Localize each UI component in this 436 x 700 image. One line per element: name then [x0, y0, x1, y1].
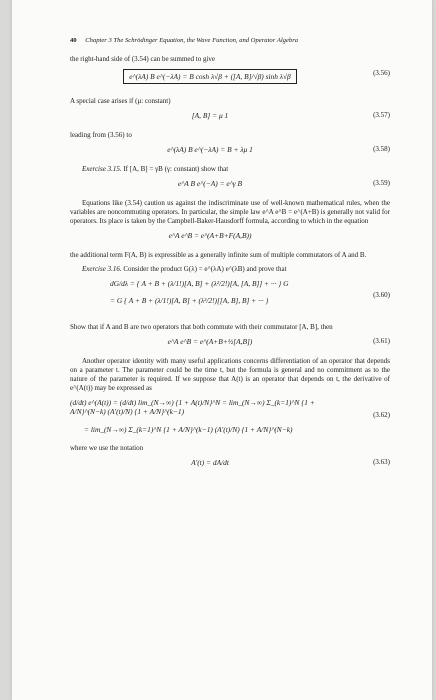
- paragraph-leading: leading from (3.56) to: [70, 131, 132, 139]
- equation-3-60: dG/dλ = { A + B + (λ/1!)[A, B] + (λ²/2!)[A, [A, B]] + ··· } G = G { A + B + (λ/1!)[A, B] + (λ²/2!)[[A, B], B] + ··· } (3.60): [110, 279, 390, 305]
- running-title: Chapter 3 The Schrödinger Equation, the Wave Function, and Operator Algebra: [85, 37, 299, 44]
- paragraph-special-case: A special case arises if (μ: constant): [70, 97, 171, 105]
- equation-number: (3.56): [373, 69, 390, 77]
- equation-3-62: (d/dt) e^(A(t)) = (d/dt) lim_(N→∞) {1 + A(t)/N}^N = lim_(N→∞) Σ_(k=1)^N {1 + A/N}^(N−k) (A′(t)/N) {1 + A/N}^(k−1) = lim_(N→∞) Σ_(k=1)^N {1 + A/N}^(k−1) (A′(t)/N) {1 + A/N}^(N−k) (3.62): [70, 398, 390, 434]
- equation-3-58: e^(λA) B e^(−λA) = B + λμ 1 (3.58): [167, 145, 390, 154]
- paragraph-additional-term: the additional term F(A, B) is expressible as a generally infinite sum of multiple commutators of A and B.: [70, 251, 367, 259]
- book-page: [12, 0, 432, 700]
- boxed-equation: e^(λA) B e^(−λA) = B cosh λ√β + ([A, B]/√β) sinh λ√β: [123, 69, 296, 84]
- page-number: 40: [70, 37, 77, 44]
- equation-3-61: e^A e^B = e^(A+B+½[A,B]) (3.61): [167, 337, 390, 346]
- equation-bch: e^A e^B = e^(A+B+F(A,B)): [168, 231, 252, 240]
- running-header: [70, 36, 390, 45]
- paragraph-intro: the right-hand side of (3.54) can be summed to give: [70, 55, 216, 63]
- exercise-3-15: Exercise 3.15. If [A, B] = γB (γ: constant) show that: [82, 165, 229, 173]
- paragraph-another-identity: Another operator identity with many useful applications concerns differentiation of an operator that depends on a parameter t. The parameter could be the time t, but the formula is general and no commitment as to the nature of the parameter is required. If we suppose that A(t) is an operator that depends on t, the derivative of e^(A(t)) may be expressed as: [70, 357, 390, 392]
- equation-3-63: A′(t) = dA/dt (3.63): [191, 458, 390, 467]
- paragraph-equations-like: Equations like (3.54) caution us against the indiscriminate use of well-known mathematical rules, when the variables are noncommuting operators. In particular, the simple law e^A e^B = e^(A+B) is generally not valid for operators. Its place is taken by the Campbell-Baker-Hausdorff formula, according to which in the equation: [70, 199, 390, 225]
- paragraph-show-that: Show that if A and B are two operators that both commute with their commutator [A, B], then: [70, 323, 333, 331]
- equation-3-57: [A, B] = μ 1 (3.57): [191, 111, 390, 120]
- page-content: [70, 36, 390, 478]
- exercise-3-16: Exercise 3.16. Consider the product G(λ) = e^(λA) e^(λB) and prove that: [82, 265, 287, 273]
- equation-3-59: e^A B e^(−A) = e^γ B (3.59): [177, 179, 390, 188]
- equation-3-56: [70, 69, 390, 91]
- paragraph-notation: where we use the notation: [70, 444, 144, 452]
